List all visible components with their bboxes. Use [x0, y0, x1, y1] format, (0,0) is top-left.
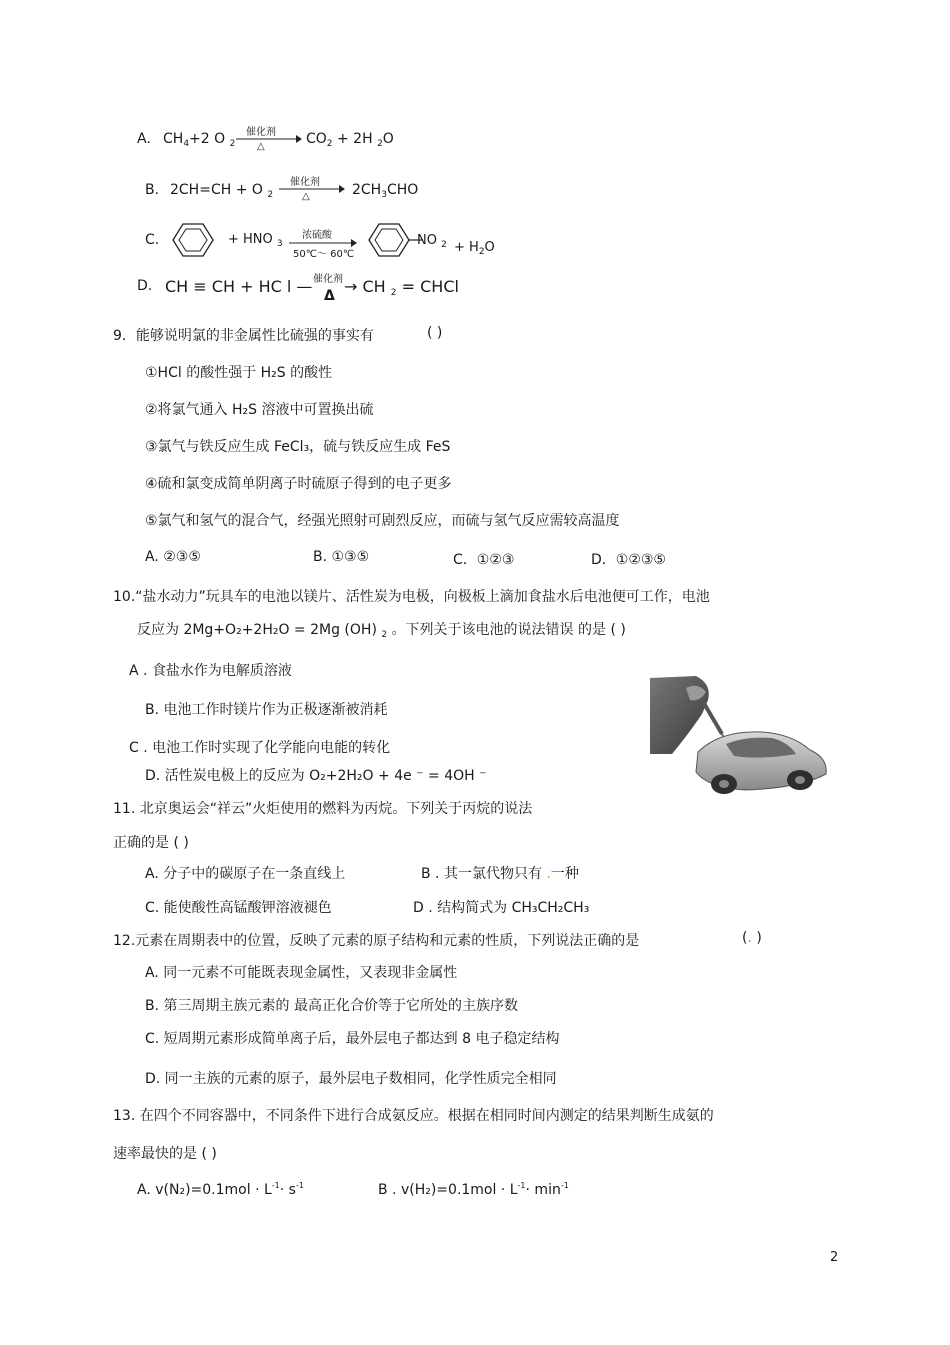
q12-answer-paren: (. ) — [742, 930, 762, 946]
q9-item-5: ⑤氯气和氢气的混合气，经强光照射可剧烈反应，而硫与氢气反应需较高温度 — [145, 513, 620, 529]
toy-car-dropper-photo — [650, 674, 830, 804]
q8-c-nitro-group: NO $_2$ — [417, 233, 447, 250]
q11-stem-line2: 正确的是 ( ) — [113, 835, 189, 851]
q11-option-d: D . 结构简式为 CH₃CH₂CH₃ — [413, 900, 590, 916]
q10-stem-line2: 反应为 2Mg+O₂+2H₂O = 2Mg (OH) $_2$ 。下列关于该电池的说法错误 的是 ( ) — [137, 622, 626, 640]
q8-c-condition-top: 浓硫酸 — [302, 230, 332, 241]
q9-item-3: ③氯气与铁反应生成 FeCl₃，硫与铁反应生成 FeS — [145, 439, 451, 455]
q8-c-reagent: + HNO $_3$ — [228, 232, 283, 249]
q10-stem-line1: 10.“盐水动力”玩具车的电池以镁片、活性炭为电极，向极板上滴加食盐水后电池便可工作，电池 — [113, 589, 710, 605]
q8-c-condition-bottom: 50℃～ 60℃ — [293, 249, 355, 260]
q11-option-c: C. 能使酸性高锰酸钾溶液褪色 — [145, 900, 332, 916]
q10-option-b: B. 电池工作时镁片作为正极逐渐被消耗 — [145, 702, 388, 718]
q8-a-rhs: $CO_2 + 2H$ $_2$O — [306, 131, 394, 149]
q8-d-condition-top: 催化剂 — [313, 274, 343, 285]
q8-b-condition-top: 催化剂 — [290, 177, 320, 188]
q10-option-d: D. 活性炭电极上的反应为 O₂+2H₂O + 4e ⁻ = 4OH ⁻ — [145, 768, 487, 784]
q13-option-a: A. $v(N_2)=0.1mol \cdot L^{-1}\cdot s^{-1}$ — [137, 1181, 304, 1198]
q13-stem-line2: 速率最快的是 ( ) — [113, 1146, 217, 1162]
q9-item-1: ①HCl 的酸性强于 H₂S 的酸性 — [145, 365, 333, 381]
q8-a-label: A. — [137, 131, 151, 147]
page-number: 2 — [830, 1250, 839, 1265]
q12-option-a: A. 同一元素不可能既表现金属性，又表现非金属性 — [145, 965, 458, 981]
q9-option-b: B. ①③⑤ — [313, 549, 370, 565]
q9-option-c: C．①②③ — [453, 552, 515, 568]
nitrobenzene-ring-icon — [368, 222, 424, 258]
q11-stem-line1: 11. 北京奥运会“祥云”火炬使用的燃料为丙烷。下列关于丙烷的说法 — [113, 801, 533, 817]
q11-option-b: B . 其一氯代物只有 .一种 — [421, 866, 579, 882]
q8-a-condition-bottom: △ — [257, 141, 265, 152]
q8-b-lhs: 2CH=CH + O $_2$ — [170, 182, 274, 200]
q9-option-a: A. ②③⑤ — [145, 549, 201, 565]
q10-option-c: C . 电池工作时实现了化学能向电能的转化 — [129, 740, 391, 756]
q8-d-lhs: CH ≡ CH + HC l — — [165, 277, 313, 296]
q12-stem: 12.元素在周期表中的位置，反映了元素的原子结构和元素的性质，下列说法正确的是 — [113, 933, 640, 949]
q9-item-4: ④硫和氯变成简单阴离子时硫原子得到的电子更多 — [145, 476, 452, 492]
q8-d-condition-bottom: Δ — [324, 288, 335, 304]
reaction-arrow-icon — [279, 184, 345, 194]
q8-d-rhs: → CH $_2$ = CHCl — [344, 277, 459, 298]
q8-b-rhs: $2CH_3CHO$ — [352, 182, 419, 200]
q11-option-a: A. 分子中的碳原子在一条直线上 — [145, 866, 346, 882]
q8-c-label: C. — [145, 232, 160, 248]
q8-b-condition-bottom: △ — [302, 191, 310, 202]
q9-option-d: D．①②③⑤ — [591, 552, 666, 568]
q13-stem-line1: 13. 在四个不同容器中，不同条件下进行合成氨反应。根据在相同时间内测定的结果判断生成氨的 — [113, 1108, 714, 1124]
reaction-arrow-icon — [236, 134, 302, 144]
q12-option-d: D. 同一主族的元素的原子，最外层电子数相同，化学性质完全相同 — [145, 1071, 557, 1087]
q9-answer-paren: ( ) — [427, 325, 443, 341]
q9-item-2: ②将氯气通入 H₂S 溶液中可置换出硫 — [145, 402, 374, 418]
q9-stem: 9．能够说明氯的非金属性比硫强的事实有 — [113, 328, 374, 344]
q8-c-water: + $H_2O$ — [454, 240, 495, 257]
q12-option-c: C. 短周期元素形成简单离子后，最外层电子都达到 8 电子稳定结构 — [145, 1031, 560, 1047]
q8-b-label: B. — [145, 182, 160, 198]
q12-option-b: B. 第三周期主族元素的 最高正化合价等于它所处的主族序数 — [145, 998, 518, 1014]
benzene-ring-icon — [172, 222, 214, 258]
q8-d-label: D. — [137, 278, 153, 294]
q10-option-a: A . 食盐水作为电解质溶液 — [129, 663, 292, 679]
q8-a-condition-top: 催化剂 — [246, 127, 276, 138]
q8-a-lhs: $CH_4+2$ O $_2$ — [163, 131, 236, 149]
q13-option-b: B . $v(H_2)=0.1mol \cdot L^{-1}\cdot \min^{-1}$ — [378, 1181, 569, 1198]
